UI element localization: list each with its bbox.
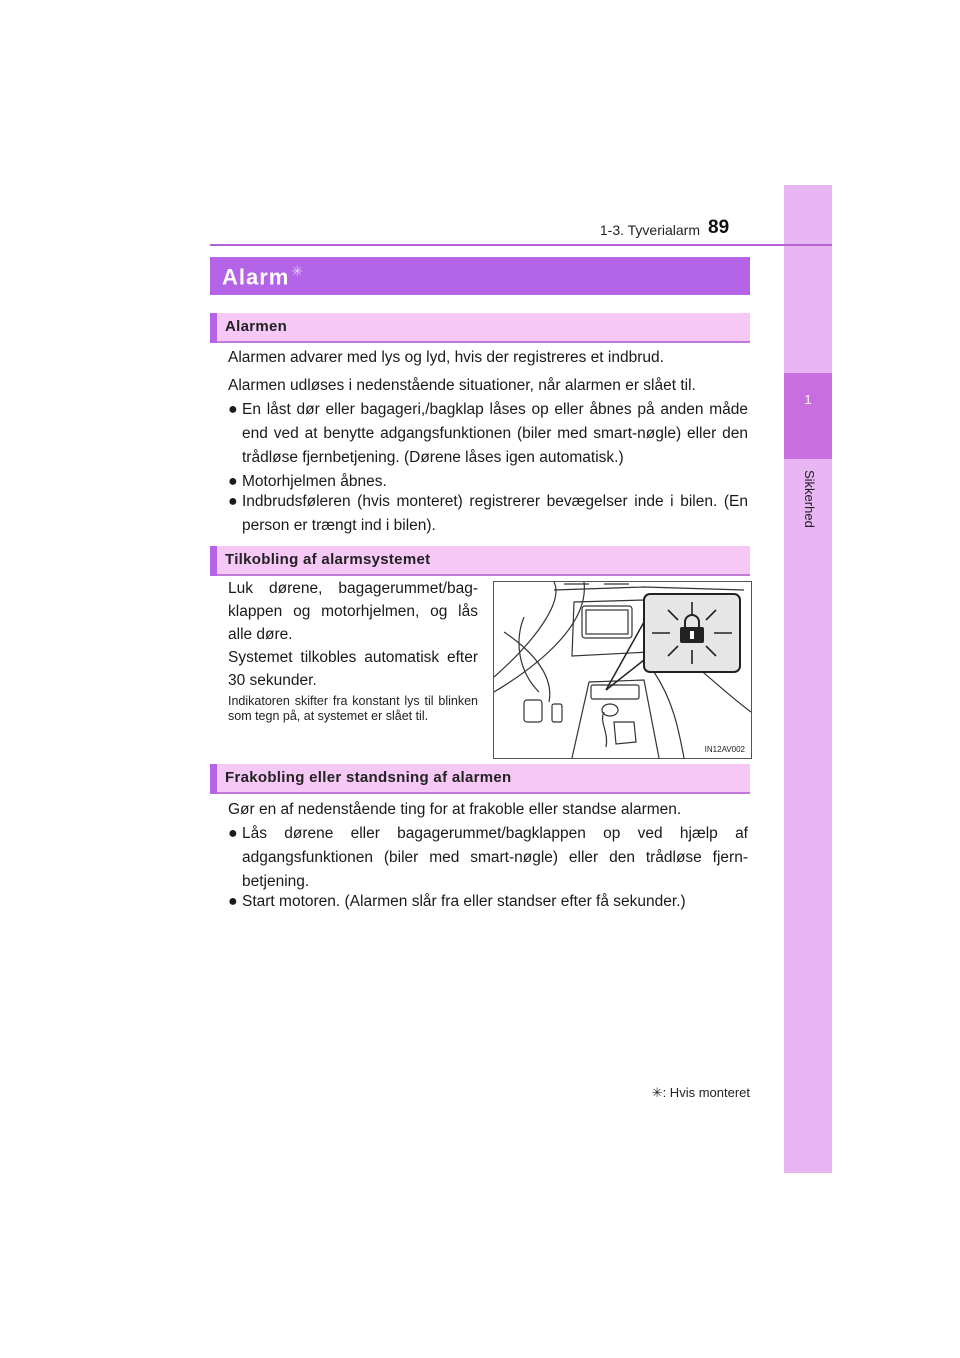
title-marker: ✳: [291, 263, 305, 279]
bullet-text: Indbrudsføleren (hvis monteret) registrerer bevægelser inde i bilen. (En person er trængt ind i bilen).: [242, 493, 748, 534]
note: Indikatoren skifter fra konstant lys til blinken som tegn på, at systemet er slået til.: [228, 694, 478, 723]
dashboard-drawing: [494, 582, 751, 758]
bullet-text: Lås dørene eller bagagerummet/bagklappen op ved hjælp af adgangsfunktionen (biler med smart-nøgle) eller den trådløse fjernbetjening.: [242, 825, 748, 890]
subheading-bar: [210, 764, 217, 794]
footnote-marker: ✳: [651, 1085, 663, 1100]
subheading-frakobling: [210, 764, 750, 794]
subheading-bar: [210, 313, 217, 343]
image-code: IN12AV002: [704, 745, 745, 754]
footnote-text: : Hvis monteret: [662, 1085, 750, 1100]
bullet-item: [228, 822, 748, 894]
subheading-tilkobling: [210, 546, 750, 576]
subheading-text: Alarmen: [225, 318, 288, 335]
chapter-label: [803, 470, 817, 550]
subheading-text: Frakobling eller standsning af alarmen: [225, 769, 512, 786]
chapter-number: 1: [804, 392, 812, 407]
chapter-label-text: Sikkerhed: [802, 470, 817, 528]
paragraph: Alarmen advarer med lys og lyd, hvis der registreres et indbrud.: [228, 349, 664, 366]
bullet-dot: ●: [228, 493, 238, 510]
bullet-dot: ●: [228, 893, 238, 910]
subheading-bar: [210, 546, 217, 576]
bullet-item: [228, 890, 748, 914]
paragraph: Luk dørene, bagagerummet/bagklappen og motorhjelmen, og lås alle døre.: [228, 580, 478, 643]
header-rule: [210, 244, 832, 246]
page-title: [222, 263, 304, 290]
side-chapter-tab: [784, 185, 832, 1173]
subheading-text: Tilkobling af alarmsystemet: [225, 551, 431, 568]
side-chapter-tab-active: [784, 373, 832, 459]
bullet-text: En låst dør eller bagageri,/bagklap låses op eller åbnes på anden måde end ved at benytte adgangsfunktionen (biler med smart-nøgle) eller den trådløse fjernbetjening. (Dørene låses igen automatisk.): [242, 401, 748, 466]
page-title-text: Alarm: [222, 264, 290, 290]
paragraph: Gør en af nedenstående ting for at frakoble eller standse alarmen.: [228, 801, 682, 818]
dashboard-illustration: [493, 581, 752, 759]
page-number: 89: [708, 217, 730, 238]
bullet-text: Motorhjelmen åbnes.: [242, 473, 387, 490]
footnote: [600, 1085, 750, 1101]
paragraph: Systemet tilkobles automatisk efter 30 sekunder.: [228, 649, 478, 689]
bullet-item: [228, 398, 748, 470]
paragraph: Alarmen udløses i nedenstående situationer, når alarmen er slået til.: [228, 377, 696, 394]
section-reference: 1-3. Tyverialarm: [599, 222, 700, 238]
subheading-alarmen: [210, 313, 750, 343]
bullet-item: [228, 490, 748, 538]
bullet-text: Start motoren. (Alarmen slår fra eller standser efter få sekunder.): [242, 893, 686, 910]
bullet-dot: ●: [228, 473, 238, 490]
bullet-dot: ●: [228, 401, 238, 418]
bullet-dot: ●: [228, 825, 238, 842]
